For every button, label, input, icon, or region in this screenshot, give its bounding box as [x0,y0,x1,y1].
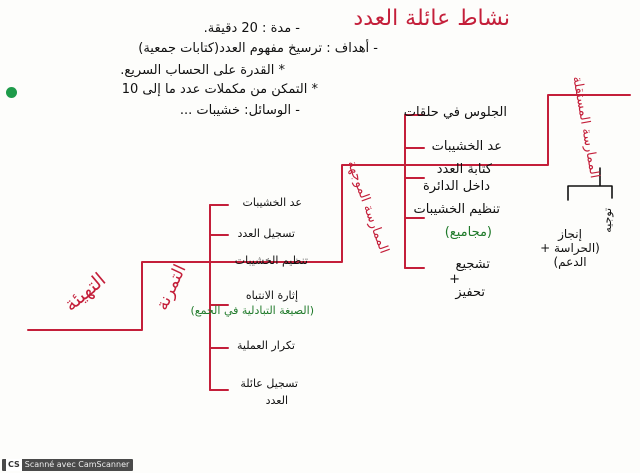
stage2-item-groups: (مجاميع) [444,225,492,240]
green-dot-marker [6,87,17,98]
stage1-item-attention: إثارة الانتباه [245,289,298,302]
stage1-label: التمرنة [152,261,191,314]
stage2-item-write-number: كتابة العدد [436,162,492,177]
stage1-item-count-sticks: عد الخشيبات [242,196,302,209]
camscanner-logo-icon: CS [8,460,20,469]
stage2-item-motivate: تحفيز [455,285,485,300]
stage1-item-record-family-2: العدد [265,394,288,407]
goals-text: - أهداف : ترسيخ مفهوم العدد(كتابات جمعية) [138,41,378,56]
spine-line [28,95,630,330]
tools-text: - الوسائل: خشيبات ... [179,103,300,118]
stage3-item-guide: توجيه [601,207,615,233]
stage1-item-record-family: تسجيل عائلة [240,377,298,390]
scanner-text: Scanné avec CamScanner [24,460,130,469]
stage1-item-commutative: (الصيغة التبادلية في الجمع) [190,304,314,317]
page-title: نشاط عائلة العدد [353,6,510,31]
stage2-item-organize-sticks: تنظيم الخشيبات [413,202,500,217]
stage3-item-achieve: إنجاز (الحراسة + الدعم) [540,227,600,269]
root-label: التهيئة [59,268,111,316]
duration-text: - مدة : 20 دقيقة. [203,21,300,36]
stage2-item-inside-circle: داخل الدائرة [422,179,490,194]
stage2-item-plus: + [449,272,460,287]
goal-2-text: * التمكن من مكملات عدد ما إلى 10 [121,82,318,97]
stage1-item-organize-sticks: تنظيم الخشيبات [234,254,308,267]
stage1-item-repeat: تكرار العملية [236,339,295,352]
goal-1-text: * القدرة على الحساب السريع. [120,63,285,78]
scanner-watermark [2,459,133,471]
stage2-item-encourage: تشجيع [455,257,490,272]
stage2-item-sit-circles: الجلوس في حلقات [403,105,507,120]
stage3-label: الممارسة المستقلة [569,75,602,180]
stage1-item-record-number: تسجيل العدد [237,227,295,240]
stage2-label: الممارسة الموجهة [343,158,392,256]
stage2-item-count-sticks: عد الخشيبات [431,139,502,154]
